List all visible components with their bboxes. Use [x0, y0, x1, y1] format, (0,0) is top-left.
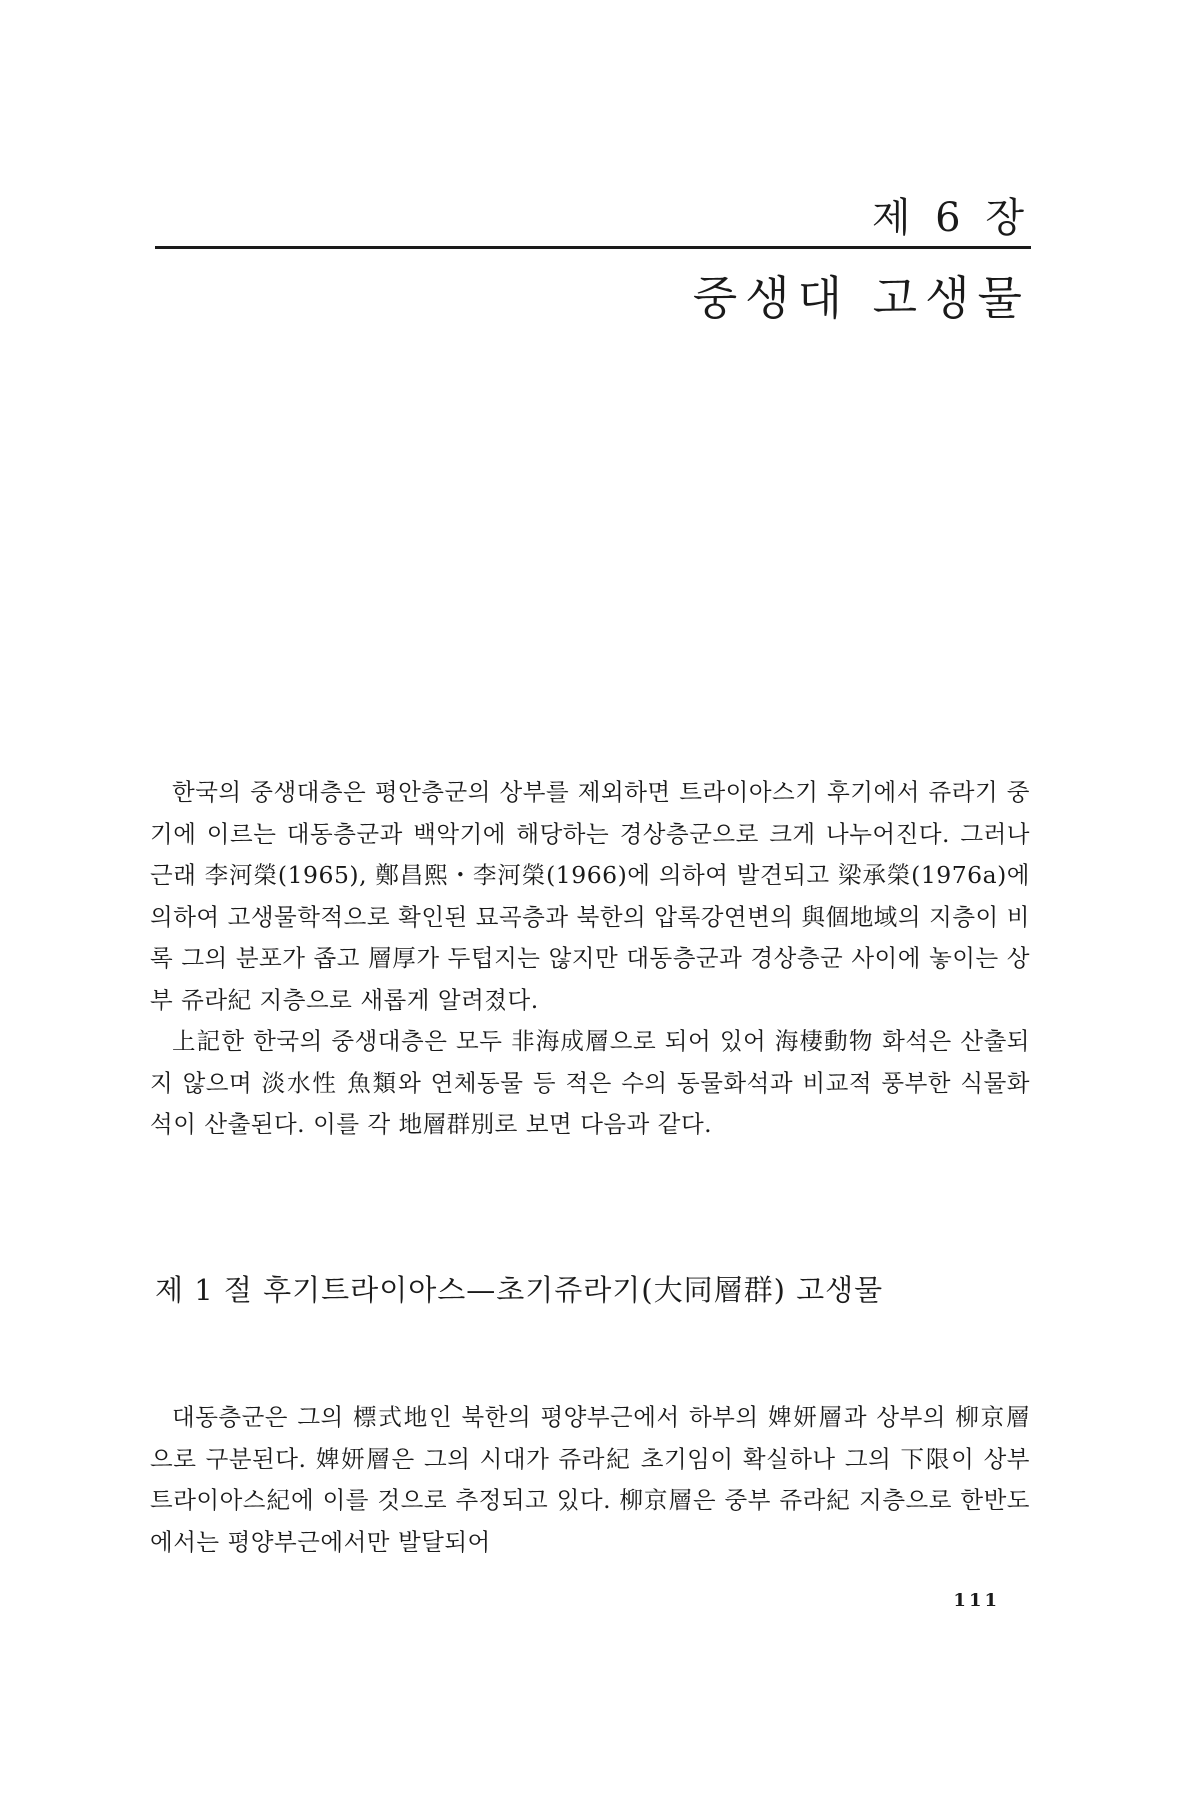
- section-paragraph-1: 대동층군은 그의 標式地인 북한의 평양부근에서 하부의 婢妍層과 상부의 柳京層으로 구분된다. 婢妍層은 그의 시대가 쥬라紀 초기임이 확실하나 그의 下限이 상부 트라이아스紀에 이를 것으로 추정되고 있다. 柳京層은 중부 쥬라紀 지층으로 한반도에서는 평양부근에서만 발달되어: [150, 1403, 1030, 1556]
- intro-paragraph-1: 한국의 중생대층은 평안층군의 상부를 제외하면 트라이아스기 후기에서 쥬라기 중기에 이르는 대동층군과 백악기에 해당하는 경상층군으로 크게 나누어진다. 그러나 근래 李河榮(1965), 鄭昌熙・李河榮(1966)에 의하여 발견되고 梁承榮(1976a)에 의하여 고생물학적으로 확인된 묘곡층과 북한의 압록강연변의 與個地域의 지층이 비록 그의 분포가 좁고 層厚가 두텁지는 않지만 대동층군과 경상층군 사이에 놓이는 상부 쥬라紀 지층으로 새롭게 알려졌다.: [150, 778, 1030, 1014]
- chapter-divider-rule: [155, 246, 1031, 249]
- intro-paragraph-2: 上記한 한국의 중생대층은 모두 非海成層으로 되어 있어 海棲動物 화석은 산출되지 않으며 淡水性 魚類와 연체동물 등 적은 수의 동물화석과 비교적 풍부한 식물화석이 산출된다. 이를 각 地層群別로 보면 다음과 같다.: [150, 1027, 1030, 1138]
- intro-text: [150, 772, 1030, 1146]
- section-body: [150, 1397, 1030, 1563]
- page-number: 111: [953, 1590, 1000, 1611]
- chapter-number: 제 6 장: [871, 195, 1030, 241]
- chapter-title: 중생대 고생물: [692, 271, 1030, 325]
- section-heading: 제 1 절 후기트라이아스—초기쥬라기(大同層群) 고생물: [155, 1273, 884, 1307]
